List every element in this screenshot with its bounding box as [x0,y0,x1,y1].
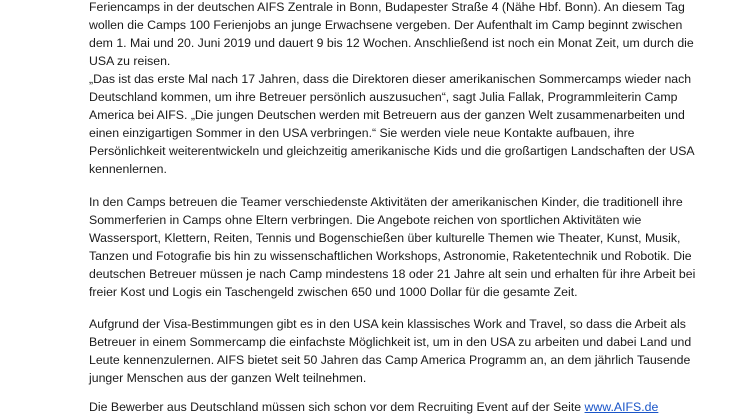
paragraph-1-line-1: Feriencamps in der deutschen AIFS Zentrale in Bonn, Budapester Straße 4 (Nähe Hbf. Bonn). An diesem Tag [89,0,685,14]
paragraph-2-line-5: deutschen Betreuer müssen je nach Camp mindestens 18 oder 21 Jahre alt sein und erhalten für ihre Arbeit bei [89,267,696,281]
paragraph-1-line-8: einen einzigartigen Sommer in den USA verbringen.“ Sie werden viele neue Kontakte aufbauen, ihre [89,126,635,140]
paragraph-1-line-5: „Das ist das erste Mal nach 17 Jahren, dass die Direktoren dieser amerikanischen Sommercamps wieder nach [89,72,692,86]
paragraph-1-line-3: dem 1. Mai und 20. Juni 2019 und dauert 9 bis 12 Wochen. Anschließend ist noch ein Monat Zeit, um durch die [89,36,694,50]
paragraph-2-line-3: Wassersport, Klettern, Reiten, Tennis und Bogenschießen über kulturelle Themen wie Theater, Kunst, Musik, [89,231,681,245]
paragraph-3-line-2: Betreuer in einem Sommercamp die einfachste Möglichkeit ist, um in den USA zu arbeiten und dabei Land und [89,335,692,349]
paragraph-4-text: Die Bewerber aus Deutschland müssen sich schon vor dem Recruiting Event auf der Seite [89,400,585,414]
paragraph-3-line-1: Aufgrund der Visa-Bestimmungen gibt es in den USA kein klassisches Work and Travel, so dass die Arbeit als [89,317,686,331]
paragraph-3-line-3: Leute kennenzulernen. AIFS bietet seit 50 Jahren das Camp America Programm an, an dem jährlich Tausende [89,353,691,367]
paragraph-1-line-7: America bei AIFS. „Die jungen Deutschen werden mit Betreuern aus der ganzen Welt zusammenarbeiten und [89,108,685,122]
aifs-website-link[interactable]: www.AIFS.de [584,400,659,414]
paragraph-2-line-6: freier Kost und Logis ein Taschengeld zwischen 650 und 1000 Dollar für die gesamte Zeit. [89,285,578,299]
paragraph-2-line-4: Tanzen und Fotografie bis hin zu wissenschaftlichen Workshops, Astronomie, Raketentechnik und Robotik. Die [89,249,692,263]
paragraph-2-line-1: In den Camps betreuen die Teamer verschiedenste Aktivitäten der amerikanischen Kinder, die traditionell ihre [89,195,683,209]
paragraph-1-line-2: wollen die Camps 100 Ferienjobs an junge Erwachsene vergeben. Der Aufenthalt im Camp beginnt zwischen [89,18,683,32]
paragraph-4-line-1 [89,398,658,416]
paragraph-2-line-2: Sommerferien in Camps ohne Eltern verbringen. Die Angebote reichen von sportlichen Aktivitäten wie [89,213,642,227]
paragraph-3-line-4: junger Menschen aus der ganzen Welt teilnehmen. [89,371,367,385]
paragraph-1-line-6: Deutschland kommen, um ihre Betreuer persönlich auszusuchen“, sagt Julia Fallak, Programmleiterin Camp [89,90,678,104]
paragraph-1-line-9: Persönlichkeit weiterentwickeln und gleichzeitig amerikanische Kids und die großartigen Landschaften der USA [89,144,695,158]
paragraph-1-line-4: USA zu reisen. [89,54,171,68]
paragraph-1-line-10: kennenlernen. [89,162,167,176]
